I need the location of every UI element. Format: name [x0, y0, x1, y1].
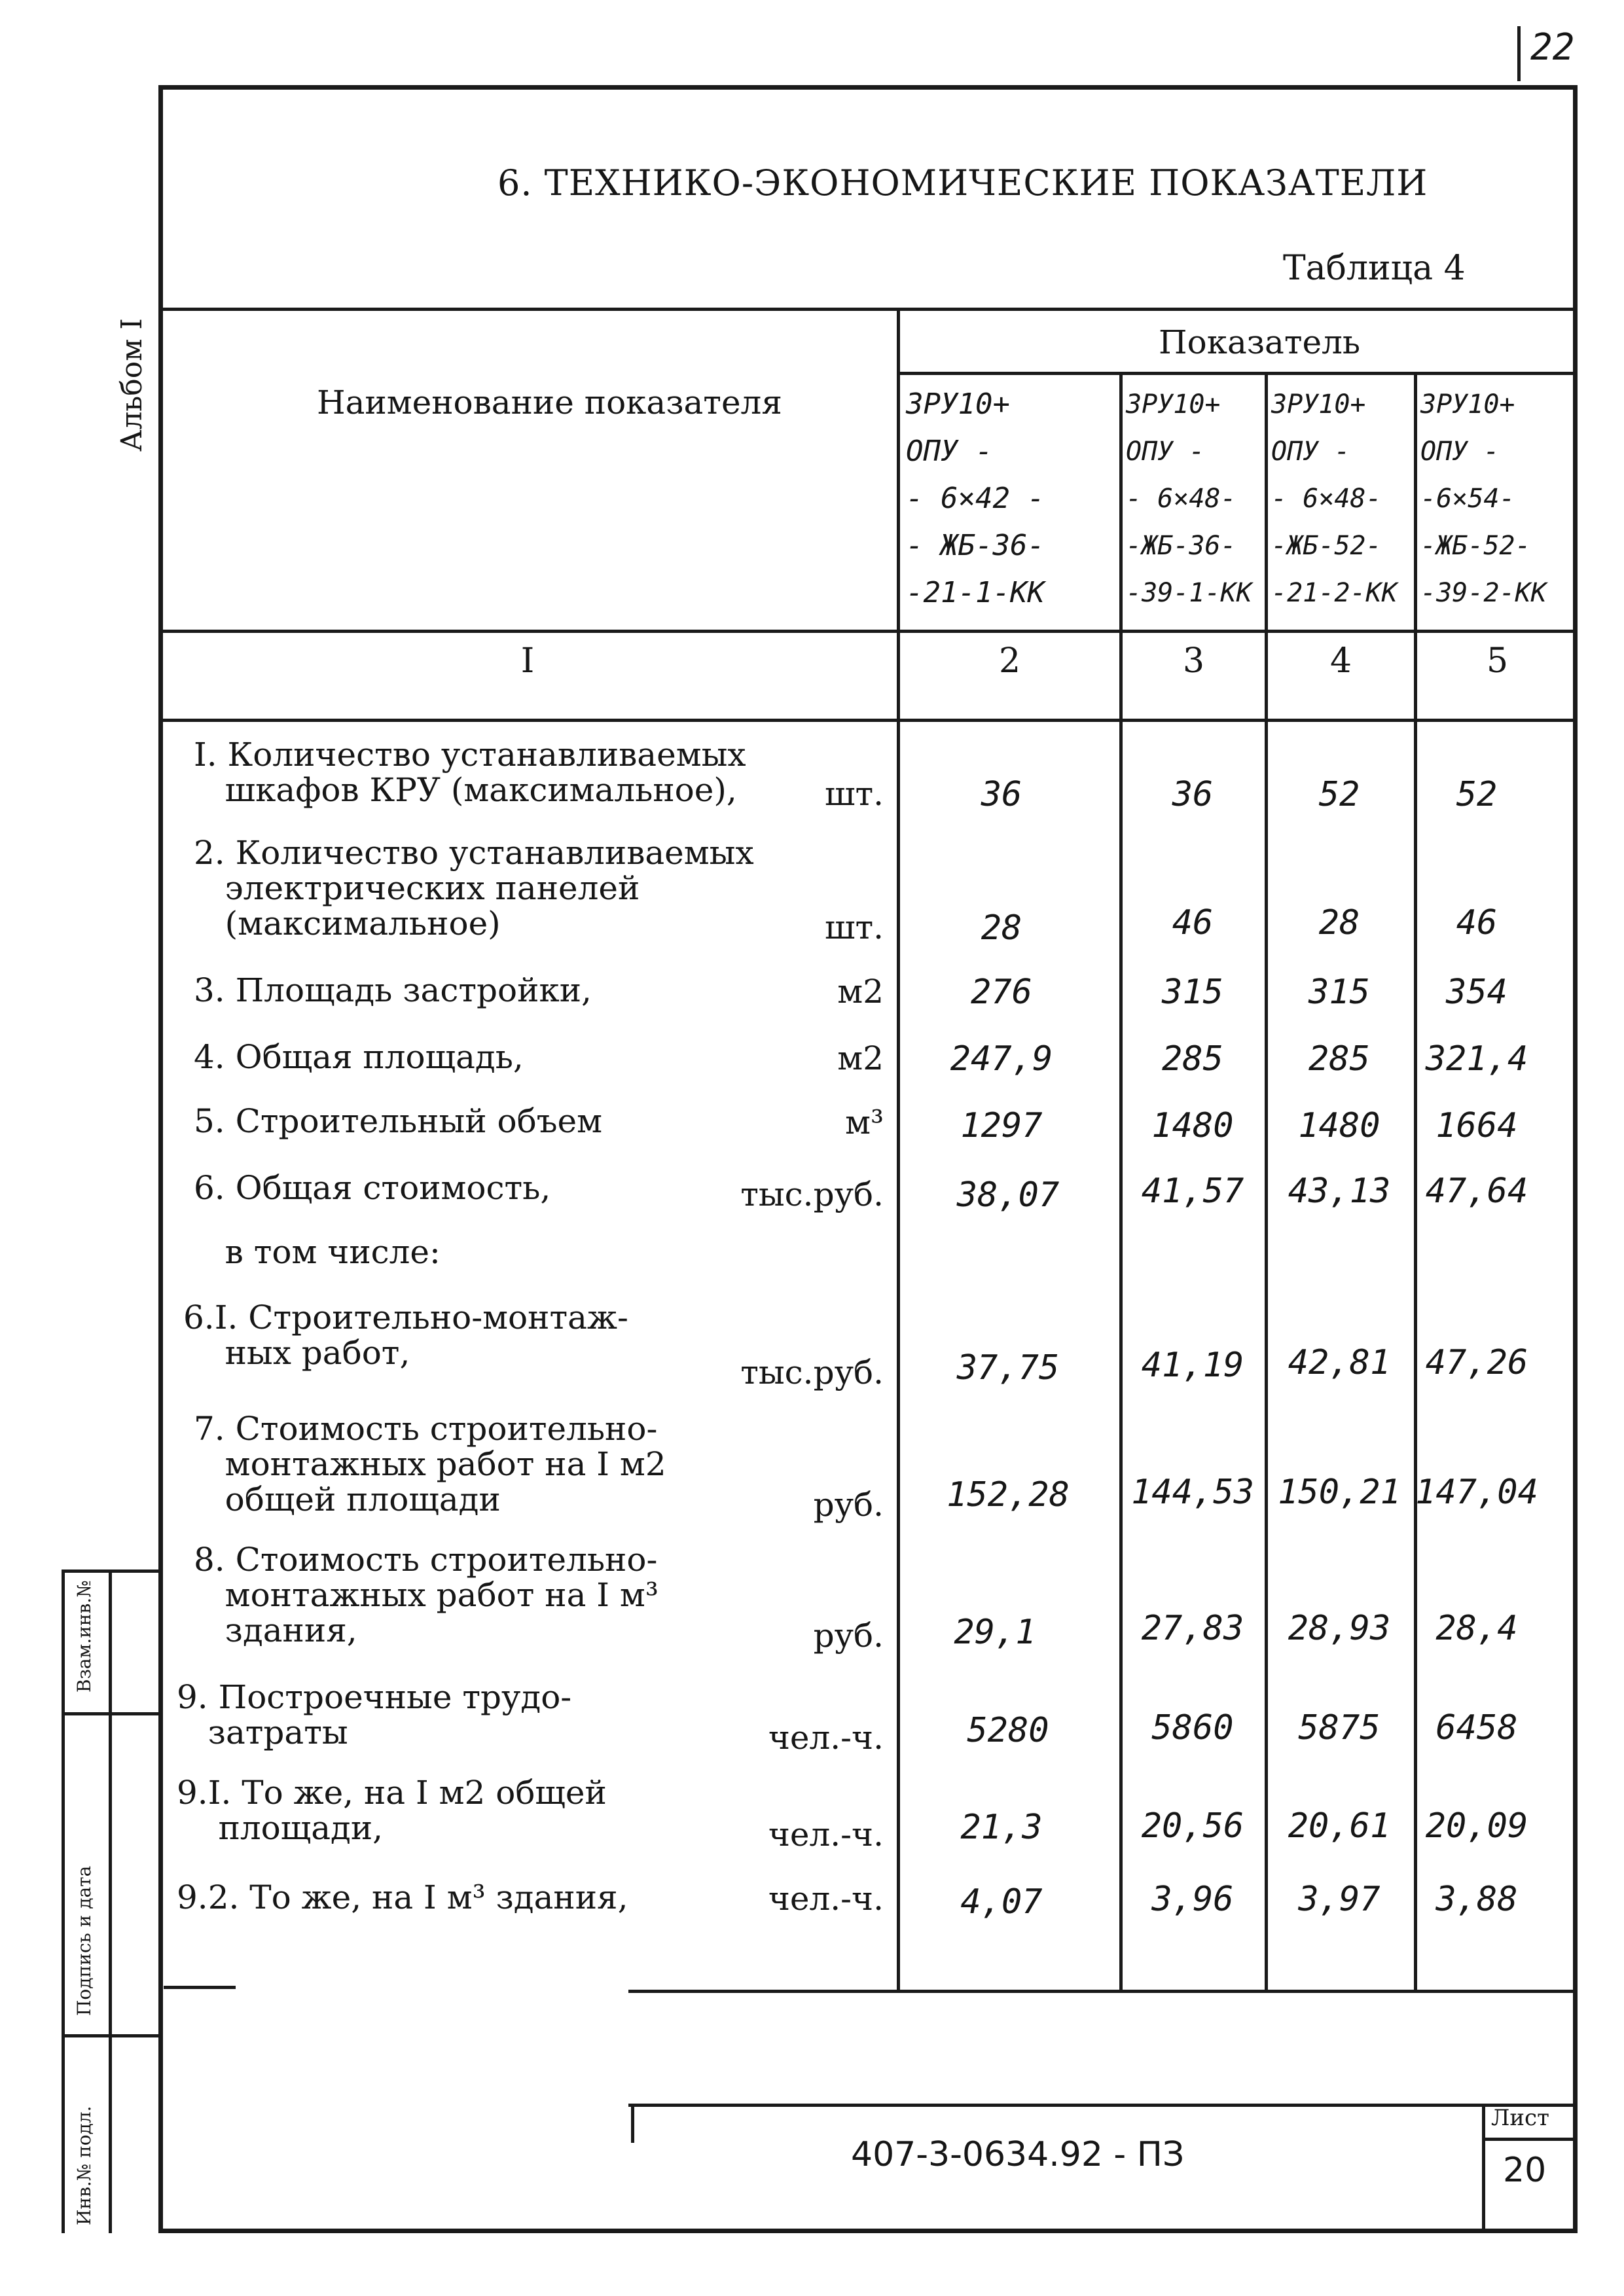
value-cell: 47,64: [1425, 1172, 1528, 1211]
value-cell: 52: [1318, 775, 1360, 814]
row-unit: м2: [837, 973, 884, 1011]
row-label: 4. Общая площадь,: [194, 1038, 524, 1076]
value-cell: 41,57: [1141, 1172, 1244, 1211]
row-unit: тыс.руб.: [740, 1175, 884, 1213]
value-cell: 285: [1162, 1039, 1223, 1079]
column-code-4: 3РУ10+ ОПУ - -6×54- -ЖБ-52- -39-2-КК: [1420, 389, 1547, 608]
row-label: 8. Стоимость строительно- монтажных работ на I м³ здания,: [194, 1541, 659, 1649]
value-cell: 41,19: [1141, 1346, 1244, 1385]
row-label: в том числе:: [194, 1233, 441, 1271]
value-cell: 28,93: [1288, 1609, 1391, 1648]
row-label: 9.I. То же, на I м2 общей площади,: [177, 1774, 607, 1847]
row-unit: чел.-ч.: [768, 1880, 884, 1918]
value-cell: 27,83: [1141, 1609, 1244, 1648]
table-end-line: [628, 1990, 1578, 1993]
value-cell: 1664: [1435, 1106, 1518, 1145]
stamp-border-mid: [109, 1571, 112, 2233]
table-top-border: [158, 308, 1578, 311]
value-cell: 315: [1162, 973, 1223, 1012]
stamp-inv-orig: Инв.№ подл.: [73, 2106, 95, 2225]
album-label: Альбом I: [115, 318, 149, 452]
value-cell: 321,4: [1425, 1039, 1528, 1079]
header-bottom-border: [158, 630, 1578, 633]
value-cell: 21,3: [960, 1808, 1043, 1847]
row-label: 9.2. То же, на I м³ здания,: [177, 1878, 628, 1916]
value-cell: 5860: [1151, 1708, 1234, 1748]
table-number: Таблица 4: [1283, 249, 1466, 288]
stamp-border-left: [62, 1571, 65, 2233]
column-number-1: I: [520, 641, 535, 681]
title-block-left-tick: [631, 2104, 634, 2143]
number-row-border: [158, 719, 1578, 722]
value-cell: 354: [1446, 973, 1507, 1012]
value-cell: 147,04: [1415, 1473, 1538, 1512]
column-number-5: 5: [1486, 641, 1509, 681]
value-cell: 315: [1308, 973, 1370, 1012]
title-block-top: [628, 2104, 1578, 2107]
value-cell: 29,1: [954, 1613, 1036, 1652]
table-end-short: [164, 1986, 236, 1989]
stamp-line-1: [62, 1712, 161, 1715]
value-cell: 28,4: [1435, 1609, 1518, 1648]
row-unit: чел.-ч.: [768, 1719, 884, 1757]
value-cell: 20,61: [1288, 1806, 1391, 1846]
value-cell: 150,21: [1278, 1473, 1401, 1512]
value-cell: 37,75: [956, 1348, 1060, 1388]
row-label: 9. Построечные трудо- затраты: [177, 1678, 572, 1751]
indicator-divider: [898, 372, 1578, 375]
value-cell: 276: [971, 973, 1032, 1012]
value-cell: 3,97: [1298, 1880, 1380, 1919]
row-label: 6.I. Строительно-монтаж- ных работ,: [183, 1299, 628, 1372]
value-cell: 152,28: [947, 1475, 1070, 1515]
value-cell: 4,07: [960, 1882, 1043, 1922]
column-number-2: 2: [998, 641, 1021, 681]
stamp-vzam: Взам.инв.№: [73, 1580, 95, 1693]
page-corner-number: 22: [1530, 26, 1575, 69]
value-cell: 5280: [967, 1711, 1049, 1750]
value-cell: 1297: [960, 1106, 1043, 1145]
col-line-1: [897, 308, 900, 1990]
value-cell: 46: [1456, 903, 1498, 942]
value-cell: 144,53: [1131, 1473, 1254, 1512]
value-cell: 42,81: [1288, 1343, 1391, 1382]
row-unit: шт.: [824, 775, 884, 813]
row-label: 7. Стоимость строительно- монтажных работ на I м2 общей площади: [194, 1410, 666, 1518]
stamp-line-2: [62, 2034, 161, 2037]
column-number-3: 3: [1182, 641, 1205, 681]
name-column-header: Наименование показателя: [317, 384, 782, 422]
sheet-number: 20: [1503, 2151, 1547, 2190]
row-label: 5. Строительный объем: [194, 1102, 603, 1140]
stamp-sign-date: Подпись и дата: [73, 1865, 95, 2016]
row-unit: руб.: [813, 1486, 884, 1524]
value-cell: 36: [1172, 775, 1214, 814]
value-cell: 38,07: [956, 1175, 1060, 1215]
stamp-line-top: [62, 1570, 161, 1573]
sheet-label: Лист: [1491, 2105, 1549, 2131]
row-label: 3. Площадь застройки,: [194, 971, 592, 1009]
column-code-3: 3РУ10+ ОПУ - - 6×48- -ЖБ-52- -21-2-КК: [1271, 389, 1398, 608]
sheet-cell-divider: [1482, 2138, 1578, 2141]
indicator-header: Показатель: [1159, 323, 1361, 361]
value-cell: 28: [1318, 903, 1360, 942]
value-cell: 5875: [1298, 1708, 1380, 1748]
value-cell: 6458: [1435, 1708, 1518, 1748]
row-label: I. Количество устанавливаемых шкафов КРУ (максимальное),: [194, 736, 746, 809]
row-label: 6. Общая стоимость,: [194, 1169, 551, 1207]
value-cell: 3,96: [1151, 1880, 1234, 1919]
column-code-1: 3РУ10+ ОПУ - - 6×42 - - ЖБ-36- -21-1-КК: [906, 387, 1045, 609]
value-cell: 20,09: [1425, 1806, 1528, 1846]
row-unit: тыс.руб.: [740, 1354, 884, 1391]
value-cell: 247,9: [950, 1039, 1053, 1079]
value-cell: 1480: [1298, 1106, 1380, 1145]
document-number: 407-3-0634.92 - ПЗ: [851, 2135, 1185, 2174]
value-cell: 3,88: [1435, 1880, 1518, 1919]
value-cell: 43,13: [1288, 1172, 1391, 1211]
row-unit: шт.: [824, 908, 884, 946]
value-cell: 36: [981, 775, 1022, 814]
column-number-4: 4: [1329, 641, 1352, 681]
page-title: 6. ТЕХНИКО-ЭКОНОМИЧЕСКИЕ ПОКАЗАТЕЛИ: [497, 162, 1428, 204]
value-cell: 20,56: [1141, 1806, 1244, 1846]
value-cell: 28: [981, 908, 1022, 948]
value-cell: 52: [1456, 775, 1498, 814]
row-unit: чел.-ч.: [768, 1816, 884, 1854]
value-cell: 285: [1308, 1039, 1370, 1079]
column-code-2: 3РУ10+ ОПУ - - 6×48- -ЖБ-36- -39-1-КК: [1126, 389, 1252, 608]
sheet-cell-border: [1482, 2104, 1485, 2233]
row-label: 2. Количество устанавливаемых электрических панелей (максимальное): [194, 834, 754, 942]
row-unit: руб.: [813, 1617, 884, 1655]
value-cell: 46: [1172, 903, 1214, 942]
value-cell: 47,26: [1425, 1343, 1528, 1382]
value-cell: 1480: [1151, 1106, 1234, 1145]
row-unit: м2: [837, 1039, 884, 1077]
corner-mark: [1517, 26, 1521, 81]
row-unit: м³: [845, 1103, 884, 1141]
